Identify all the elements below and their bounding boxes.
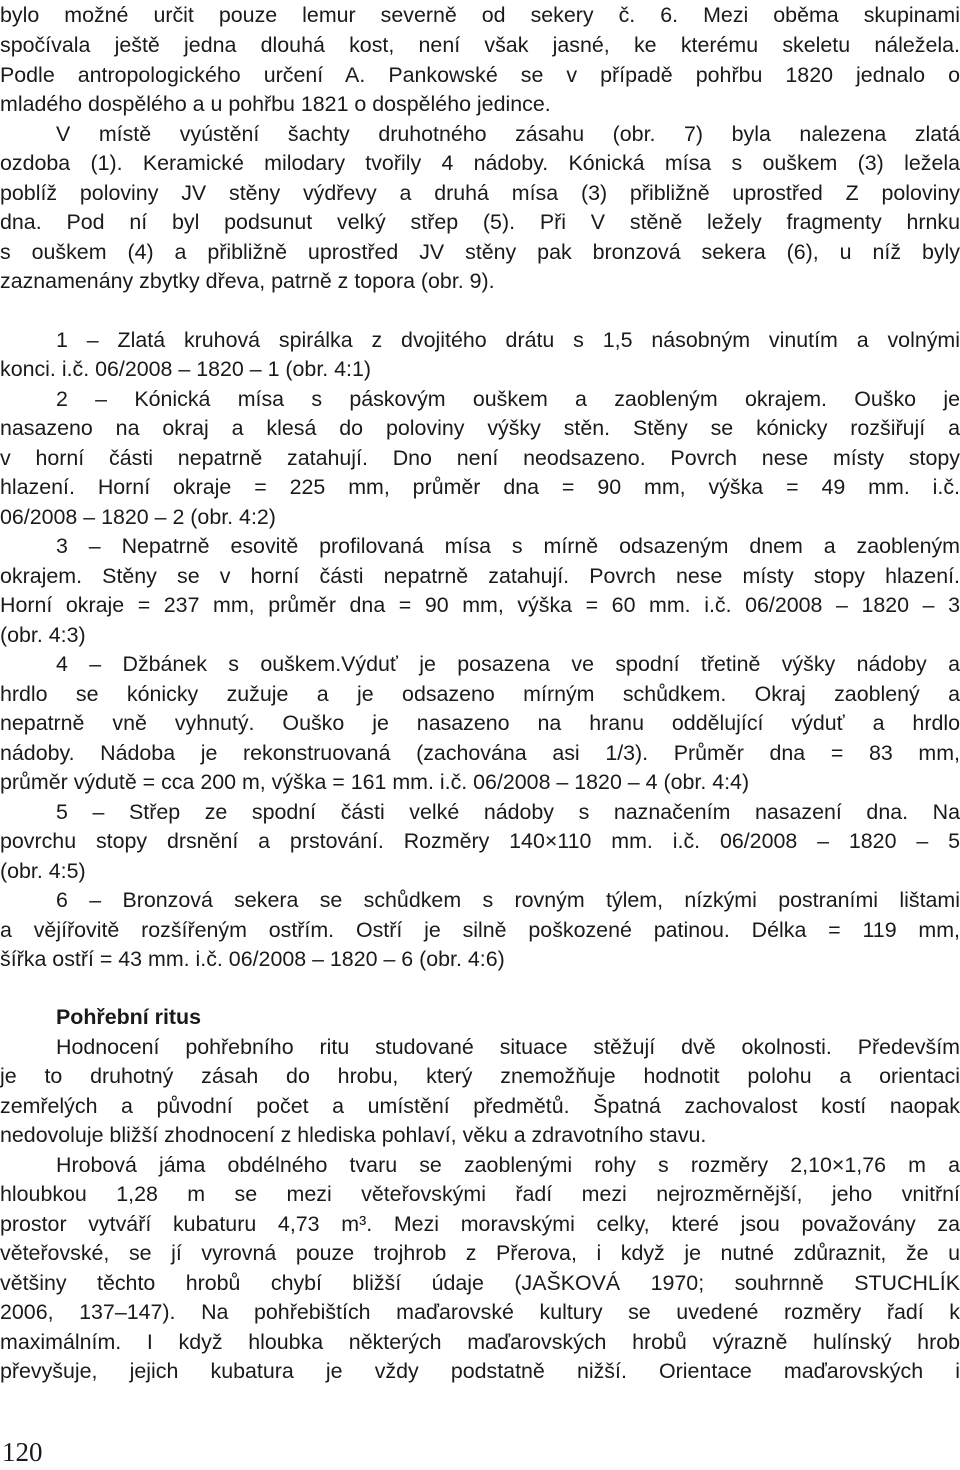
text-line: zaznamenány zbytky dřeva, patrně z topora (obr. 9).: [0, 269, 495, 293]
item-2-line: hlazení. Horní okraje = 225 mm, průměr dna = 90 mm, výška = 49 mm. i.č.: [0, 475, 960, 499]
text-line: většiny těchto hrobů chybí bližší údaje (JAŠKOVÁ 1970; souhrnně STUCHLÍK: [0, 1271, 960, 1295]
text-line: Hrobová jáma obdélného tvaru se zaoblenými rohy s rozměry 2,10×1,76 m a: [56, 1153, 960, 1177]
item-2-line: 2 – Kónická mísa s páskovým ouškem a zaobleným okrajem. Ouško je: [56, 387, 960, 411]
text-line: nedovoluje bližší zhodnocení z hlediska pohlaví, věku a zdravotního stavu.: [0, 1123, 707, 1147]
text-line: 2006, 137–147). Na pohřebištích maďarovské kultury se uvedené rozměry řadí k: [0, 1300, 960, 1324]
text-line: Hodnocení pohřebního ritu studované situace stěžují dvě okolnosti. Především: [56, 1035, 960, 1059]
text-line: převyšuje, jejich kubatura je vždy podstatně nižší. Orientace maďarovských i: [0, 1359, 960, 1383]
text-line: Podle antropologického určení A. Pankowské se v případě pohřbu 1820 jednalo o: [0, 63, 960, 87]
text-line: prostor vytváří kubaturu 4,73 m³. Mezi moravskými celky, které jsou považovány za: [0, 1212, 960, 1236]
item-3-line: (obr. 4:3): [0, 623, 86, 647]
text-line: věteřovské, se jí vyrovná pouze trojhrob z Přerova, i když je nutné zdůraznit, že u: [0, 1241, 960, 1265]
item-5-line: (obr. 4:5): [0, 859, 86, 883]
text-line: poblíž poloviny JV stěny výdřevy a druhá mísa (3) přibližně uprostřed Z poloviny: [0, 181, 960, 205]
item-2-line: v horní části nepatrně zatahují. Dno není neodsazeno. Povrch nese místy stopy: [0, 446, 960, 470]
item-2-line: 06/2008 – 1820 – 2 (obr. 4:2): [0, 505, 276, 529]
text-line: spočívala ještě jedna dlouhá kost, není však jasné, ke kterému skeletu náležela.: [0, 33, 960, 57]
text-line: hloubkou 1,28 m se mezi věteřovskými řadí mezi nejrozměrnější, jeho vnitřní: [0, 1182, 960, 1206]
text-line: s ouškem (4) a přibližně uprostřed JV stěny pak bronzová sekera (6), u níž byly: [0, 240, 960, 264]
item-4-line: nádoby. Nádoba je rekonstruovaná (zachována asi 1/3). Průměr dna = 83 mm,: [0, 741, 960, 765]
item-5-line: povrchu stopy drsnění a prstování. Rozměry 140×110 mm. i.č. 06/2008 – 1820 – 5: [0, 829, 960, 853]
item-1-line: 1 – Zlatá kruhová spirálka z dvojitého drátu s 1,5 násobným vinutím a volnými: [56, 328, 960, 352]
item-5-line: 5 – Střep ze spodní části velké nádoby s naznačením nasazení dna. Na: [56, 800, 960, 824]
item-2-line: nasazeno na okraj a klesá do poloviny výšky stěn. Stěny se kónicky rozšiřují a: [0, 416, 960, 440]
text-line: je to druhotný zásah do hrobu, který znemožňuje hodnotit polohu a orientaci: [0, 1064, 960, 1088]
page-number: 120: [2, 1437, 43, 1467]
text-line: zemřelých a původní počet a umístění předmětů. Špatná zachovalost kostí naopak: [0, 1094, 960, 1118]
section-heading: Pohřební ritus: [56, 1005, 201, 1029]
item-4-line: nepatrně vně vyhnutý. Ouško je nasazeno na hranu oddělující výduť a hrdlo: [0, 711, 960, 735]
text-line: ozdoba (1). Keramické milodary tvořily 4 nádoby. Kónická mísa s ouškem (3) ležela: [0, 151, 960, 175]
item-3-line: Horní okraje = 237 mm, průměr dna = 90 mm, výška = 60 mm. i.č. 06/2008 – 1820 – 3: [0, 593, 960, 617]
item-4-line: 4 – Džbánek s ouškem.Výduť je posazena ve spodní třetině výšky nádoby a: [56, 652, 960, 676]
text-line: V místě vyústění šachty druhotného zásahu (obr. 7) byla nalezena zlatá: [56, 122, 960, 146]
text-line: maximálním. I když hloubka některých maďarovských hrobů výrazně hulínský hrob: [0, 1330, 960, 1354]
text-line: dna. Pod ní byl podsunut velký střep (5). Při V stěně ležely fragmenty hrnku: [0, 210, 960, 234]
item-3-line: okrajem. Stěny se v horní části nepatrně zatahují. Povrch nese místy stopy hlazení.: [0, 564, 960, 588]
item-4-line: hrdlo se kónicky zužuje a je odsazeno mírným schůdkem. Okraj zaoblený a: [0, 682, 960, 706]
item-6-line: a vějířovitě rozšířeným ostřím. Ostří je silně poškozené patinou. Délka = 119 mm,: [0, 918, 960, 942]
item-6-line: šířka ostří = 43 mm. i.č. 06/2008 – 1820 – 6 (obr. 4:6): [0, 947, 505, 971]
text-line: mladého dospělého a u pohřbu 1821 o dospělého jedince.: [0, 92, 551, 116]
item-6-line: 6 – Bronzová sekera se schůdkem s rovným týlem, nízkými postraními lištami: [56, 888, 960, 912]
item-4-line: průměr výdutě = cca 200 m, výška = 161 mm. i.č. 06/2008 – 1820 – 4 (obr. 4:4): [0, 770, 750, 794]
text-line: bylo možné určit pouze lemur severně od sekery č. 6. Mezi oběma skupinami: [0, 3, 960, 27]
item-1-line: konci. i.č. 06/2008 – 1820 – 1 (obr. 4:1): [0, 357, 372, 381]
item-3-line: 3 – Nepatrně esovitě profilovaná mísa s mírně odsazeným dnem a zaobleným: [56, 534, 960, 558]
